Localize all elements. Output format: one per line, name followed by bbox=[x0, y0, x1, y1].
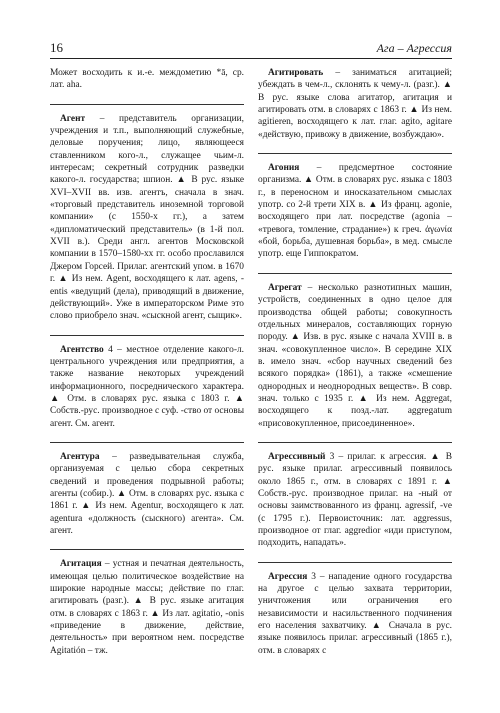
entry-text: – устная и печатная деятельность, имеющая целью политическое воздействие на широкие народные массы; действие по глаг. агитировать (разг.). ▲ В рус. языке агитация отм. в словарях с 1863 г. ▲ Из лат. agitatio, -onis «приведение в движение, действие, деятельность» при вероятном нем. посредстве Agitatión – тж. bbox=[50, 559, 244, 656]
left-column bbox=[50, 67, 244, 669]
entry-text: – несколько разнотипных машин, устройств, соединенных в одно целое для производства общей работы; совокупность отдельных минералов, составляющих горную породу. ▲ Изв. в рус. языке с начала XVIII в. в знач. «совокупленное число». В середине XIX в. имело знач. «сбор научных сведений без всякого порядка» (1861), а также «смешение однородных и неоднородных веществ». В совр. знач. только с 1935 г. ▲ Из нем. Aggregat, восходящего к позд.-лат. aggregatum «присовокупленное, присоединенное». bbox=[258, 282, 452, 429]
entry-paragraph bbox=[50, 344, 244, 430]
entry-text: – разведывательная служба, организуемая с целью сбора секретных сведений и проведения подрывной работы; агенты (собир.). ▲ Отм. в словарях рус. языка с 1861 г. ▲ Из нем. Agentur, восходящего к лат. agentura «должность (сыскного) агента». См. агент. bbox=[50, 451, 244, 536]
dictionary-entry-carryover bbox=[50, 67, 244, 92]
two-column-body bbox=[50, 67, 452, 669]
entry-paragraph bbox=[258, 67, 452, 141]
entry-paragraph bbox=[50, 113, 244, 323]
dictionary-entry-agent bbox=[50, 113, 244, 323]
entry-text: – представитель организации, учреждения и т.п., выполняющий служебные, деловые поручения; лицо, являющееся ставленником кого-л., служащее чьим-л. интересам; секретный сотрудник разведки какого-л. государства; шпион. ▲ В рус. языке XVI–XVII вв. изв. агентъ, сначала в знач. «торговый представитель иноземной торговой компании» (с 1550-х гг.), а затем «дипломатический представитель» (в 1-й пол. XVII в.). Среди англ. агентов Московской компании в 1570–1580-хх гг. особо прославился Джером Горсей. Прилаг. агентский упом. в 1670 г. ▲ Из нем. Agent, восходящего к лат. agens, -entis «ведущий (дела), приводящий в движение, действующий». Уже в императорском Риме это слово приобрело знач. «сыскной агент, сыщик». bbox=[50, 113, 244, 322]
entry-headword: Агония bbox=[268, 163, 300, 174]
entry-paragraph bbox=[258, 451, 452, 550]
running-title: Ага – Агрессия bbox=[376, 41, 452, 55]
dictionary-entry-agressivnyi bbox=[258, 451, 452, 550]
dictionary-entry-agoniya bbox=[258, 162, 452, 261]
entry-headword: Агрегат bbox=[268, 282, 302, 293]
entry-paragraph bbox=[258, 571, 452, 657]
entry-text: 3 – прилаг. к агрессия. ▲ В рус. языке прилаг. агрессивный появилось около 1865 г., отм. в словарях с 1891 г. ▲ Собств.-рус. производное прилаг. на -ный от основы заимствованного из франц. agressif, -ve (с 1795 г.). Первоисточник: лат. aggressus, производное от глаг. aggredior «иди приступом, подходить, нападать». bbox=[258, 451, 452, 549]
entry-paragraph bbox=[258, 162, 452, 261]
entry-text: – предсмертное состояние организма. ▲ Отм. в словарях рус. языка с 1803 г., в переносном и иносказательном смыслах употр. со 2-й трети XIX в. ▲ Из франц. agonie, восходящего при лат. посредстве (agonia – «тревога, томление, страдание») к греч. ἀγωνία «бой, борьба, душевная борьба», в мед. смысле употр. еще Гиппократом. bbox=[258, 163, 452, 260]
entry-paragraph bbox=[50, 67, 244, 92]
entry-divider bbox=[50, 335, 244, 336]
dictionary-entry-agentstvo bbox=[50, 344, 244, 430]
entry-paragraph bbox=[258, 282, 452, 430]
entry-text: 3 – нападение одного государства на другое с целью захвата территории, уничтожения или ограничения его независимости и насильственного подчинения его населения захватчику. ▲ Сначала в рус. языке появилось прилаг. агрессивный (1865 г.), отм. в словарях с bbox=[258, 571, 452, 656]
dictionary-entry-agitirovat bbox=[258, 67, 452, 141]
entry-headword: Агрессивный bbox=[268, 451, 326, 462]
entry-headword: Агитировать bbox=[268, 68, 324, 78]
entry-divider bbox=[50, 549, 244, 550]
entry-divider bbox=[50, 104, 244, 105]
entry-headword: Агрессия bbox=[268, 571, 308, 582]
right-column bbox=[258, 67, 452, 669]
entry-text: 4 – местное отделение какого-л. центрального учреждения или предприятия, а также название некоторых учреждений информационного, посреднического характера. ▲ Отм. в словарях рус. языка с 1803 г. ▲ Собств.-рус. производное с суф. -ство от основы агент. См. агент. bbox=[50, 344, 244, 429]
dictionary-entry-agitatsiya bbox=[50, 558, 244, 657]
entry-headword: Агентура bbox=[60, 451, 100, 462]
dictionary-entry-agressiya bbox=[258, 571, 452, 657]
entry-divider bbox=[50, 442, 244, 443]
entry-divider bbox=[258, 442, 452, 443]
running-header bbox=[50, 40, 452, 59]
entry-paragraph bbox=[50, 558, 244, 657]
entry-divider bbox=[258, 562, 452, 563]
entry-paragraph bbox=[50, 451, 244, 537]
entry-headword: Агитация bbox=[60, 559, 102, 570]
entry-divider bbox=[258, 273, 452, 274]
dictionary-entry-agregat bbox=[258, 282, 452, 430]
entry-text: Может восходить к и.-е. междометию *ā, ср. лат. aha. bbox=[50, 68, 244, 91]
entry-headword: Агент bbox=[60, 113, 86, 124]
entry-headword: Агентство bbox=[60, 344, 104, 355]
entry-divider bbox=[258, 153, 452, 154]
dictionary-entry-agentura bbox=[50, 451, 244, 537]
entry-text: – заниматься агитацией; убеждать в чем-л., склонять к чему-л. (разг.). ▲ В рус. языке слова агитатор, агитация и агитировать отм. в словарях с 1863 г. ▲ Из нем. agitieren, восходящего к лат. глаг. agito, agitare «действую, привожу в движение, возбуждаю». bbox=[258, 68, 452, 140]
page-number: 16 bbox=[50, 40, 63, 55]
